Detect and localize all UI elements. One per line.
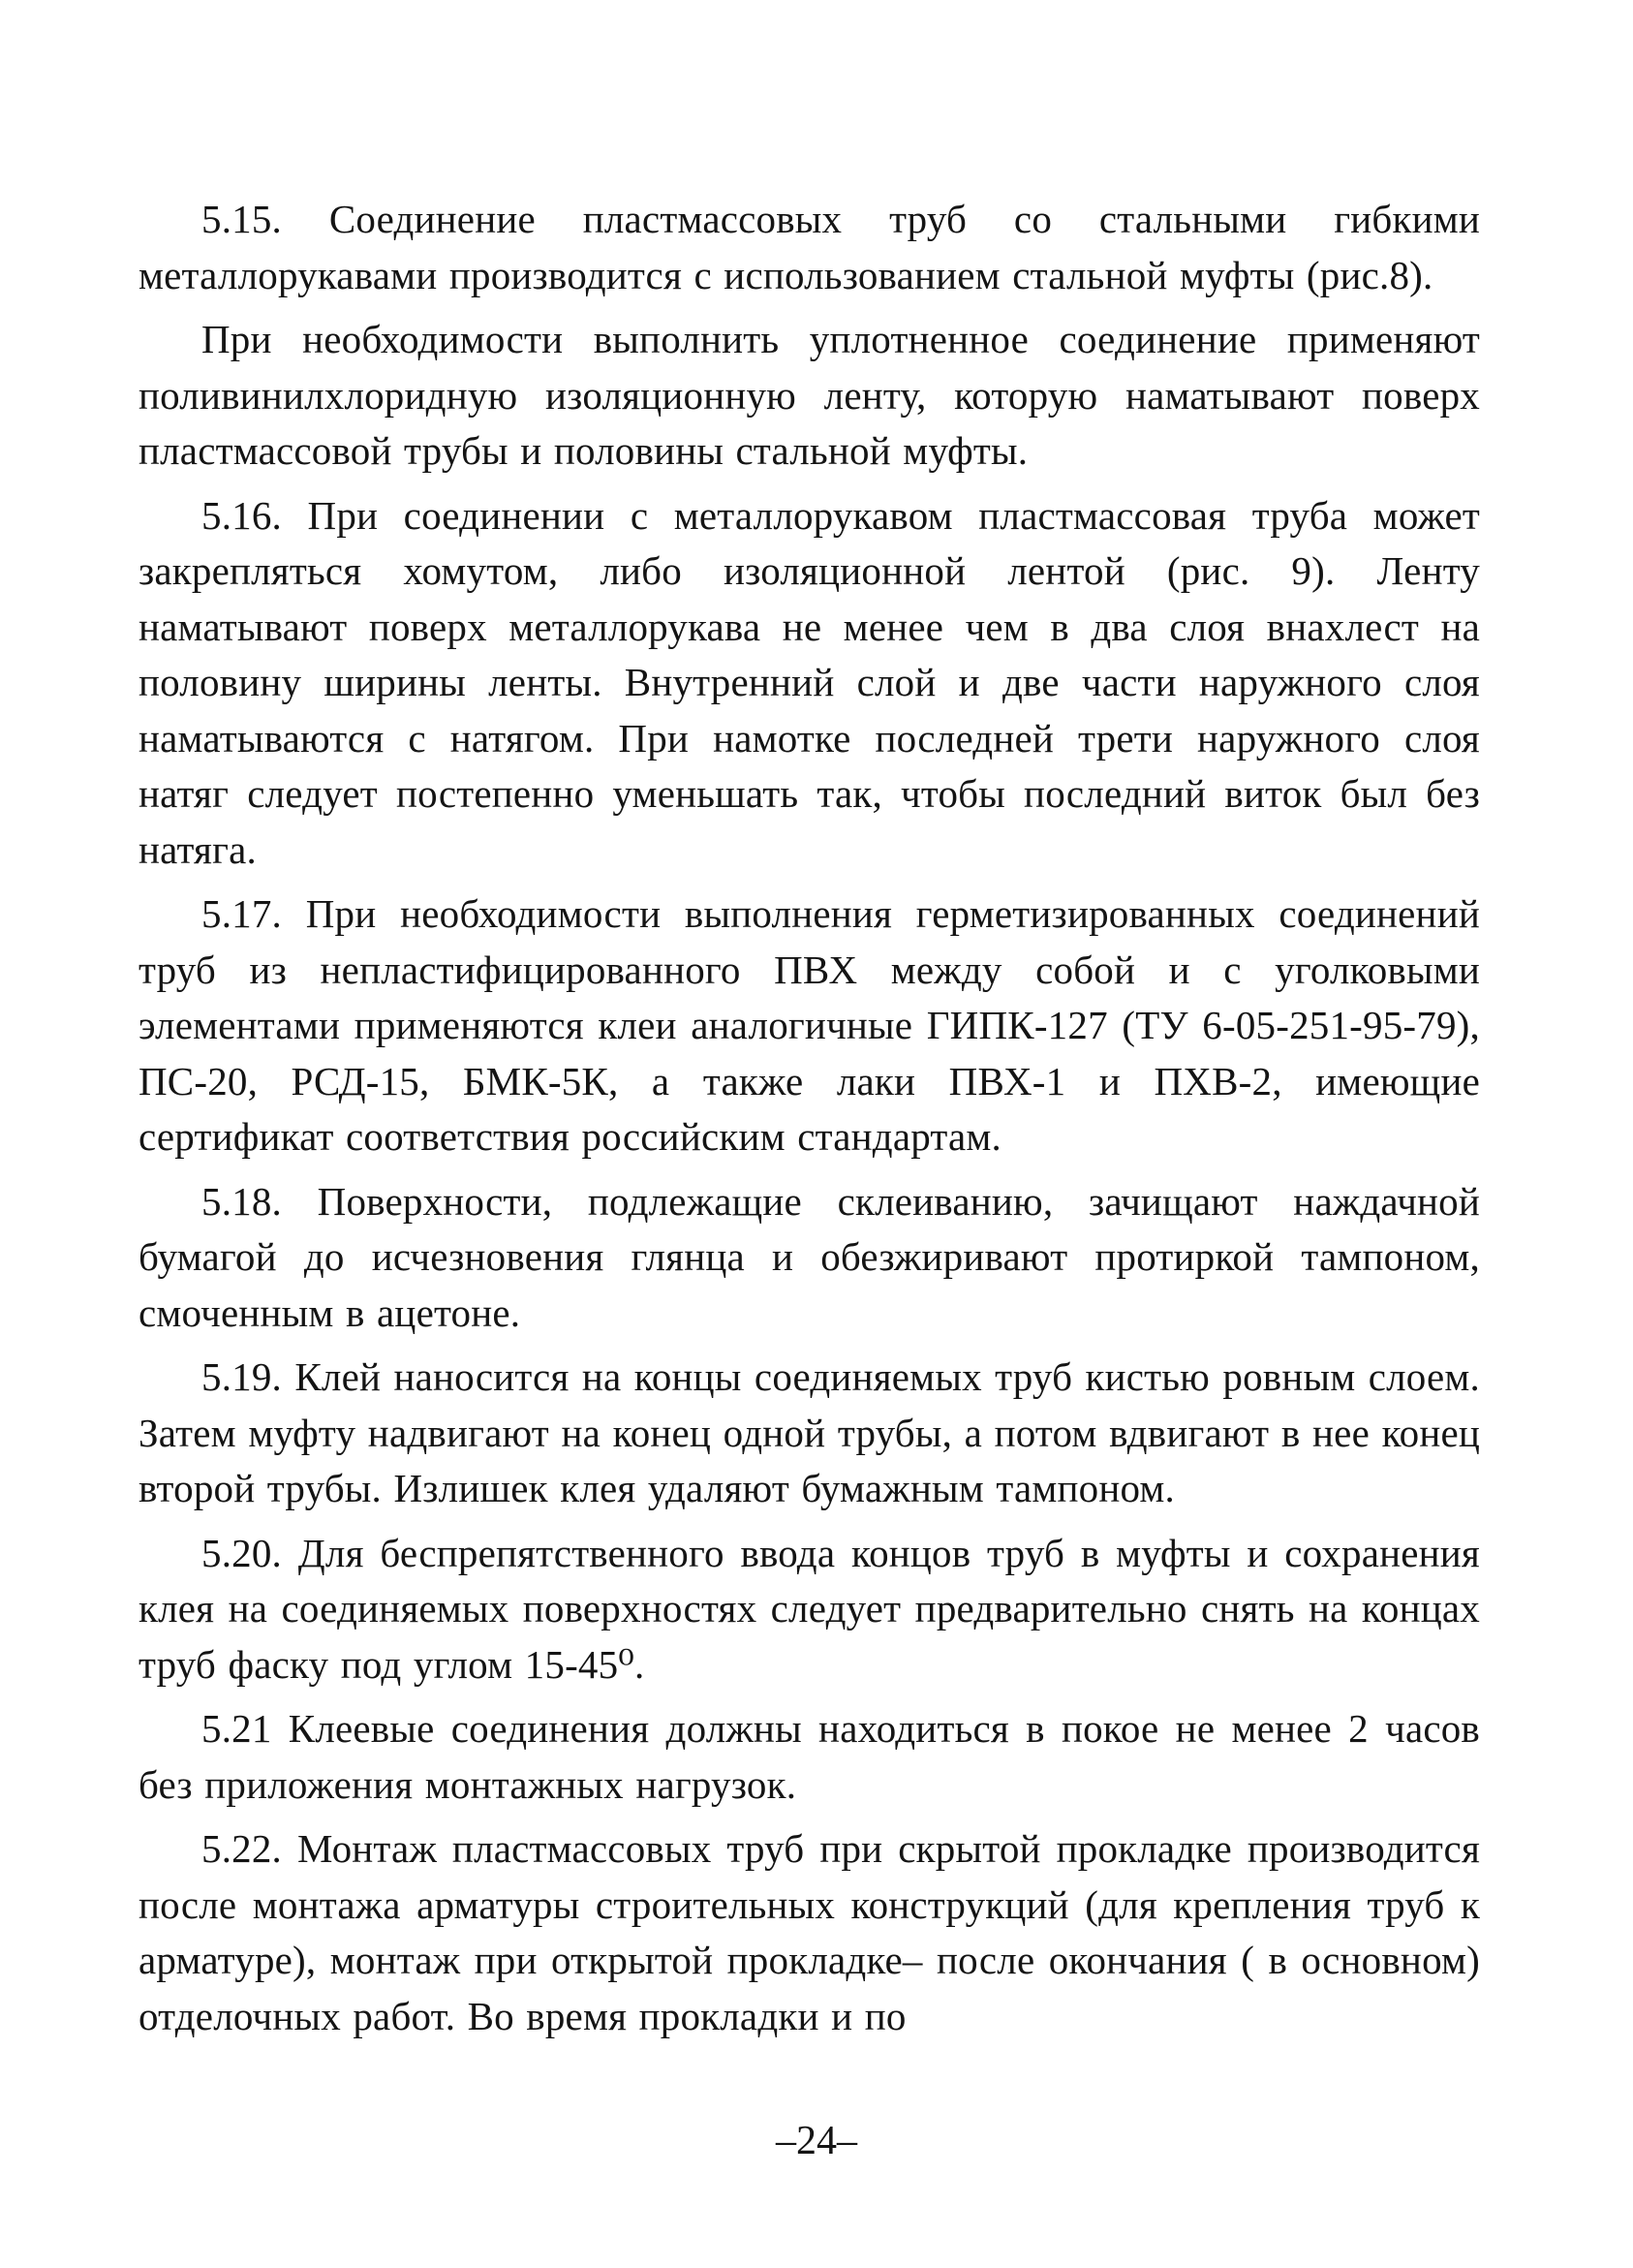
paragraph-5-20: 5.20. Для беспрепятственного ввода концов труб в муфты и сохранения клея на соединяемых поверхностях следует предварительно снять на концах труб фаску под углом 15-45⁰.	[139, 1530, 1480, 1687]
paragraph-5-17: 5.17. При необходимости выполнения герметизированных соединений труб из непластифицированного ПВХ между собой и с уголковыми элементами применяются клеи аналогичные ГИПК-127 (ТУ 6-05-251-95-79), ПС-20, РСД-15, БМК-5К, а также лаки ПВХ-1 и ПХВ-2, имеющие сертификат соответствия российским стандартам.	[139, 891, 1480, 1159]
paragraph-5-22: 5.22. Монтаж пластмассовых труб при скрытой прокладке производится после монтажа арматуры строительных конструкций (для крепления труб к арматуре), монтаж при открытой прокладке– после окончания ( в основном) отделочных работ. Во время прокладки и по	[139, 1826, 1480, 2038]
paragraph-5-19: 5.19. Клей наносится на концы соединяемых труб кистью ровным слоем. Затем муфту надвигают на конец одной трубы, а потом вдвигают в нее конец второй трубы. Излишек клея удаляют бумажным тампоном.	[139, 1354, 1480, 1510]
paragraph-5-18: 5.18. Поверхности, подлежащие склеиванию, зачищают наждачной бумагой до исчезновения глянца и обезжиривают протиркой тампоном, смоченным в ацетоне.	[139, 1178, 1480, 1335]
paragraph-5-16: 5.16. При соединении с металлорукавом пластмассовая труба может закрепляться хомутом, либо изоляционной лентой (рис. 9). Ленту наматывают поверх металлорукава не менее чем в два слоя внахлест на половину ширины ленты. Внутренний слой и две части наружного слоя наматываются с натягом. При намотке последней трети наружного слоя натяг следует постепенно уменьшать так, чтобы последний виток был без натяга.	[139, 492, 1480, 872]
paragraph-5-15: 5.15. Соединение пластмассовых труб со стальными гибкими металлорукавами производится с использованием стальной муфты (рис.8).	[139, 197, 1480, 297]
body-text	[139, 192, 1480, 2053]
page-number: –24–	[776, 2119, 857, 2163]
paragraph-sealed-connection: При необходимости выполнить уплотненное соединение применяют поливинилхлоридную изоляционную ленту, которую наматывают поверх пластмассовой трубы и половины стальной муфты.	[139, 317, 1480, 473]
paragraph-5-21: 5.21 Клеевые соединения должны находиться в покое не менее 2 часов без приложения монтажных нагрузок.	[139, 1706, 1480, 1807]
